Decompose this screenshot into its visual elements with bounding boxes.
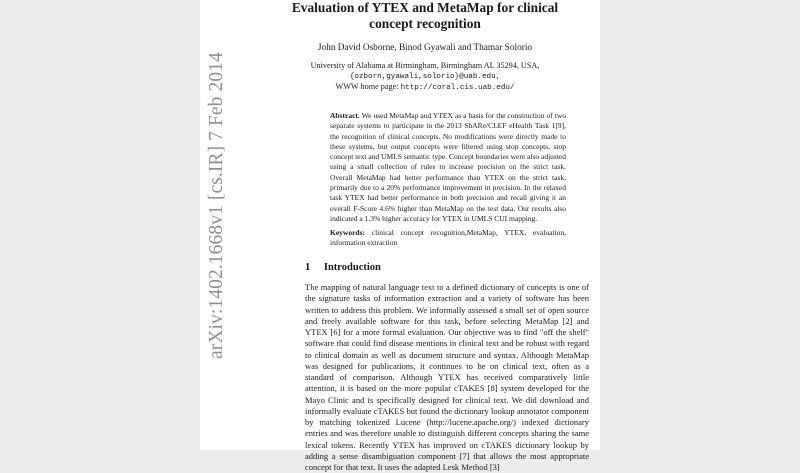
title-line-1: Evaluation of YTEX and MetaMap for clinical: [291, 0, 559, 15]
abstract-label: Abstract.: [330, 111, 360, 120]
author-emails: {ozborn,gyawali,solorio}@uab.edu,: [349, 72, 501, 81]
homepage-label: WWW home page:: [335, 82, 399, 91]
author-list: John David Osborne, Binod Gyawali and Thamar Solorio: [317, 43, 533, 53]
affiliation-line: University of Alabama at Birmingham, Birmingham AL 35294, USA,: [310, 61, 540, 70]
keywords-label: Keywords:: [330, 228, 365, 237]
section-title: Introduction: [323, 262, 381, 273]
section-heading-introduction: [305, 262, 381, 273]
title-line-2: concept recognition: [369, 16, 481, 31]
abstract-block: [330, 111, 566, 224]
keywords-text: clinical concept recognition,MetaMap, YTEX, evaluation, information extraction: [330, 228, 566, 248]
arxiv-identifier-stamp: arXiv:1402.1668v1 [cs.IR] 7 Feb 2014: [206, 52, 227, 360]
abstract-text: We used MetaMap and YTEX as a basis for the construction of two separate systems to participate in the 2013 ShARe/CLEF eHealth Task 1[9], the recognition of clinical concepts. No modifications were directly made to these systems, but output concepts were filtered using stop concepts, stop concept text and UMLS semantic type. Concept boundaries were also adjusted using a small collection of rules to increase precision on the strict task. Overall MetaMap had better performance than YTEX on the strict task, primarily due to a 20% performance improvement in precision. In the relaxed task YTEX had better performance in both precision and recall giving it an overall F-Score 4.6% higher than MetaMap on the test data. Our results also indicated a 1.3% higher accuracy for YTEX in UMLS CUI mapping.: [330, 111, 566, 223]
introduction-paragraph: The mapping of natural language text to a defined dictionary of concepts is one of the signature tasks of information extraction and a variety of software has been written to address this problem. We informally assessed a small set of open source and freely available software for this task, before selecting MetaMap [2] and YTEX [6] for a more formal evaluation. Our objective was to find "off the shelf" software that could find disease mentions in clinical text and be robust with regard to clinical domain as well as document structure and syntax. Although MetaMap was designed for publications, it continues to be on clinical text, often as a standard of comparison. Although YTEX has received comparatively little attention, it is based on the more popular cTAKES [8] system developed for the Mayo Clinic and is specifically designed for clinical text. We did download and informally evaluate cTAKES but found the dictionary lookup annotator component by matching tokenized Lucene (http://lucene.apache.org/) indexed dictionary entries and was therefore unable to distinguish different concepts sharing the same lexical tokens. Recently YTEX has improved on cTAKES dictionary lookup by adding a sense disambiguation component [7] that allows the most appropriate concept for that text. It uses the adapted Lesk Method [3]: [305, 282, 589, 472]
keywords-block: [330, 228, 566, 249]
affiliation-block: [286, 61, 564, 94]
section-number: 1: [305, 262, 311, 273]
homepage-line: [286, 82, 564, 94]
homepage-url[interactable]: http://coral.cis.uab.edu/: [400, 84, 515, 92]
paper-title: [286, 0, 564, 32]
